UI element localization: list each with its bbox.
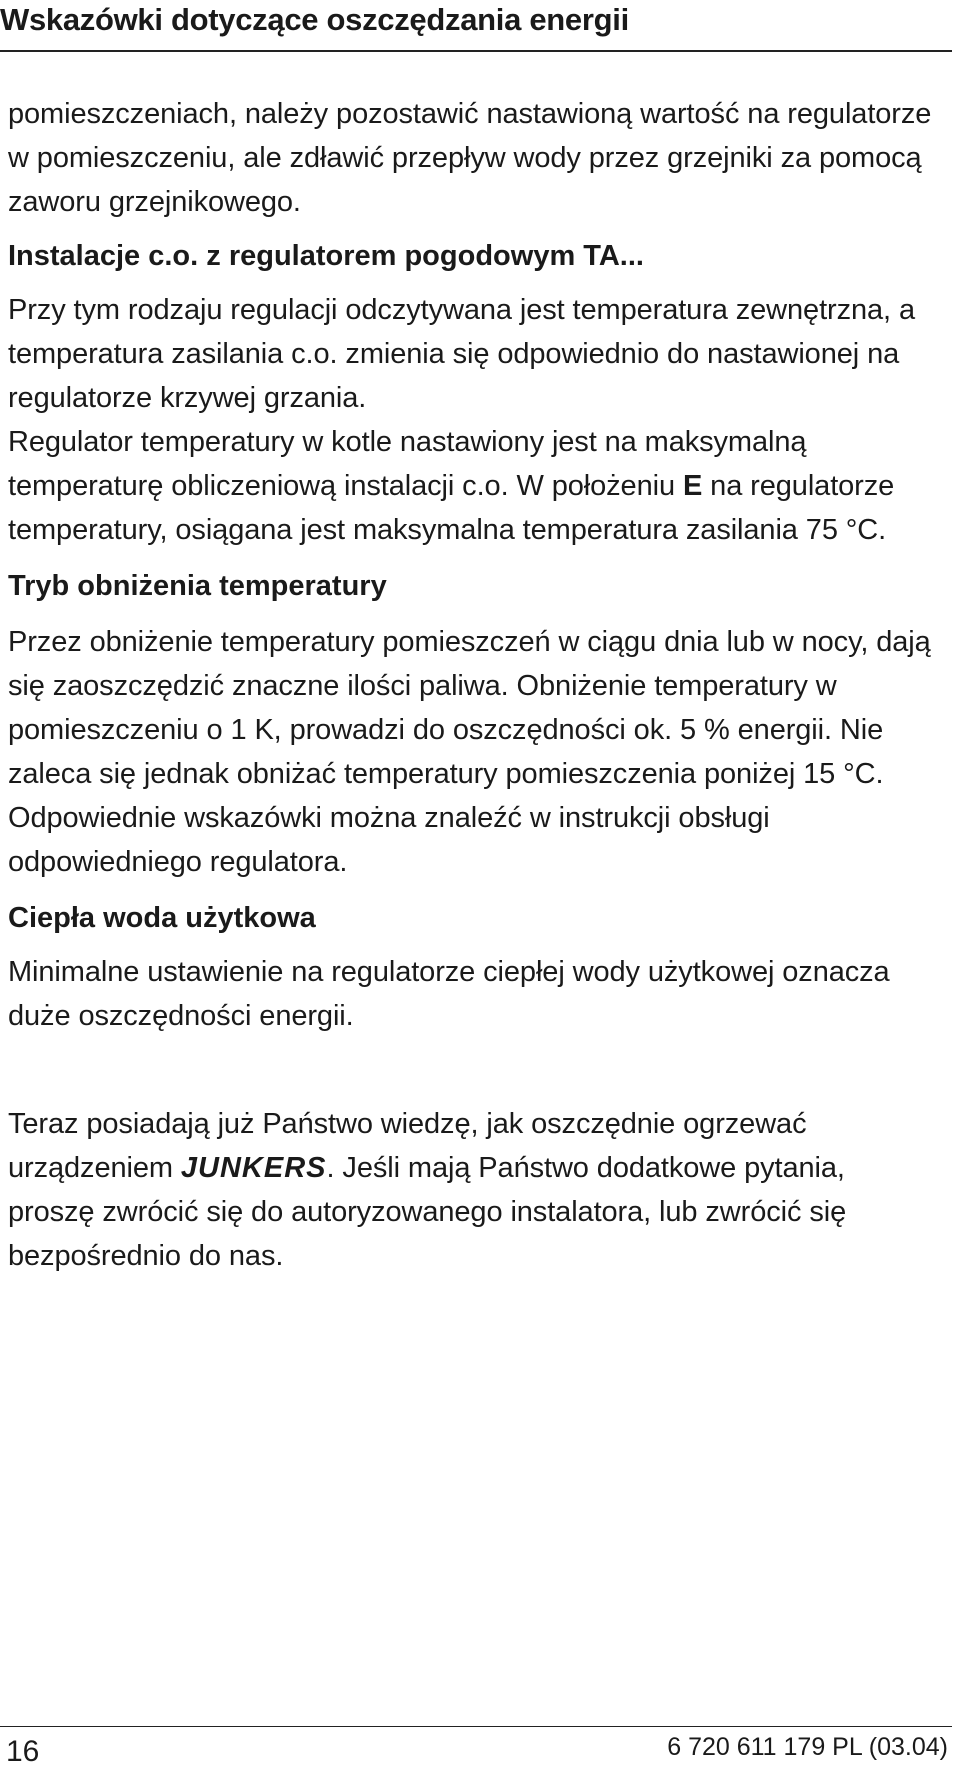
boiler-regulator-text-2: na regulatorze temperatury, osiągana jest maksymalna temperatura zasilania 75 °C.: [8, 470, 895, 546]
position-e-label: E: [682, 470, 703, 502]
closing-paragraph: [8, 1102, 938, 1278]
page-content: [8, 92, 938, 1278]
closing-text-1: Teraz posiadają już Państwo wiedzę, jak oszczędnie ogrzewać urządzeniem: [8, 1108, 807, 1184]
boiler-regulator-text-1: Regulator temperatury w kotle nastawiony jest na maksymalną temperaturę obliczeniową instalacji c.o. W położeniu: [8, 426, 807, 502]
hot-water-paragraph: Minimalne ustawienie na regulatorze ciepłej wody użytkowej oznacza duże oszczędności energii.: [8, 956, 890, 1032]
page-header: [0, 0, 952, 52]
weather-control-heading: Instalacje c.o. z regulatorem pogodowym TA...: [8, 240, 644, 272]
intro-paragraph: pomieszczeniach, należy pozostawić nastawioną wartość na regulatorze w pomieszczeniu, ale zdławić przepływ wody przez grzejniki za pomocą zaworu grzejnikowego.: [8, 98, 932, 218]
page-number: 16: [6, 1735, 40, 1768]
weather-control-paragraph: Przy tym rodzaju regulacji odczytywana jest temperatura zewnętrzna, a temperatura zasilania c.o. zmienia się odpowiednio do nastawionej na regulatorze krzywej grzania.: [8, 294, 915, 414]
document-code: 6 720 611 179 PL (03.04): [667, 1733, 948, 1761]
closing-text-2: . Jeśli mają Państwo dodatkowe pytania, proszę zwrócić się do autoryzowanego instalatora, lub zwrócić się bezpośrednio do nas.: [8, 1152, 847, 1272]
temperature-reduction-paragraph: Przez obniżenie temperatury pomieszczeń w ciągu dnia lub w nocy, dają się zaoszczędzić znaczne ilości paliwa. Obniżenie temperatury w pomieszczeniu o 1 K, prowadzi do oszczędności ok. 5 % energii. Nie zaleca się jednak obniżać temperatury pomieszczenia poniżej 15 °C. Odpowiednie wskazówki można znaleźć w instrukcji obsługi odpowiedniego regulatora.: [8, 626, 931, 878]
page-footer: [0, 1726, 952, 1773]
page-title: Wskazówki dotyczące oszczędzania energii: [0, 2, 629, 37]
junkers-brand: JUNKERS: [180, 1152, 327, 1184]
hot-water-heading: Ciepła woda użytkowa: [8, 902, 316, 934]
temperature-reduction-heading: Tryb obniżenia temperatury: [8, 570, 387, 602]
boiler-regulator-paragraph: [8, 420, 938, 552]
